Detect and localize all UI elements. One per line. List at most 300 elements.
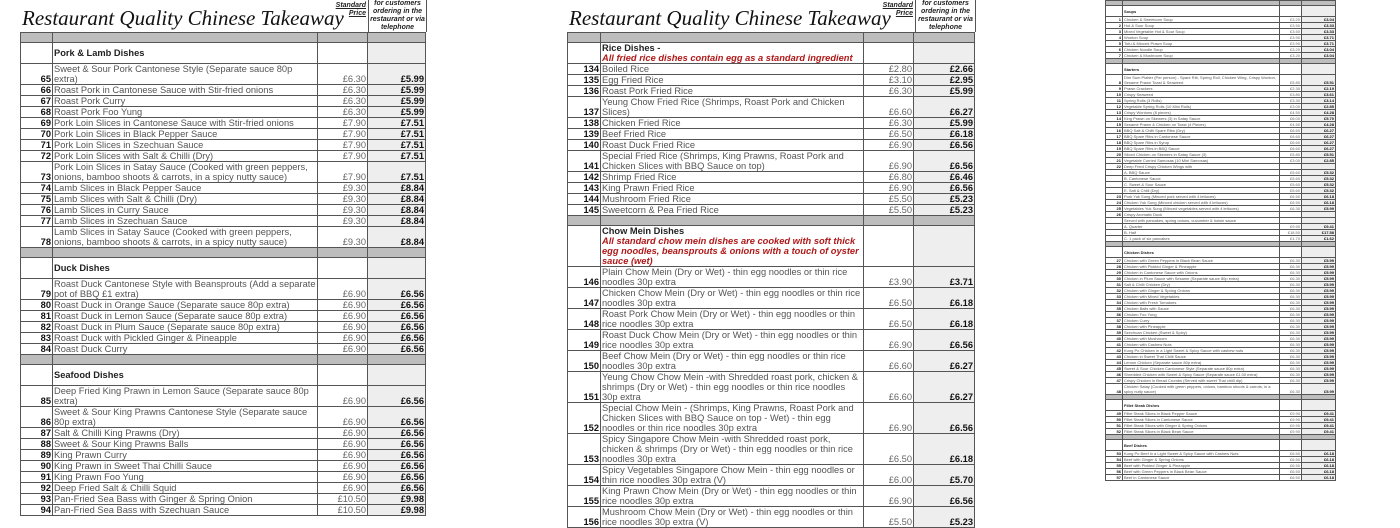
customer-price: £6.27 xyxy=(1302,146,1336,152)
separator-cell xyxy=(318,248,368,258)
standard-price: £6.90 xyxy=(318,483,368,494)
standard-price: £6.90 xyxy=(318,300,368,311)
table-row xyxy=(21,85,426,96)
standard-price: £7.90 xyxy=(318,140,368,151)
standard-price: £5.50 xyxy=(864,507,914,528)
customer-price: £6.56 xyxy=(368,483,426,494)
customer-price-header: for customers ordering in the restaurant or via telephone xyxy=(368,0,427,32)
customer-price: £6.56 xyxy=(368,386,426,407)
standard-price: £6.30 xyxy=(1280,318,1302,324)
standard-price: £6.50 xyxy=(1280,463,1302,469)
section-title-text: Starters xyxy=(1124,66,1140,72)
section-header xyxy=(21,258,426,279)
table-row xyxy=(21,322,426,333)
standard-price: £6.90 xyxy=(318,461,368,472)
item-name: King Prawn Curry xyxy=(53,450,318,461)
item-number: 57 xyxy=(1106,475,1123,481)
item-name: Deep Fried Crispy Chicken Wings with xyxy=(1123,164,1280,170)
item-number: 148 xyxy=(568,309,601,330)
item-name: Beef Fried Rice xyxy=(601,129,864,140)
item-name: Chicken with Fresh Tomatoes xyxy=(1123,300,1280,306)
item-number: 91 xyxy=(21,472,53,483)
customer-price: £5.99 xyxy=(1302,288,1336,294)
item-name: Pork Loin Slices in Szechuan Sauce xyxy=(53,140,318,151)
table-row xyxy=(568,194,975,205)
customer-price: £6.18 xyxy=(1302,451,1336,457)
standard-price: £6.00 xyxy=(1280,116,1302,122)
item-number: 33 xyxy=(1106,294,1123,300)
table-row xyxy=(568,118,975,129)
table-row xyxy=(568,486,975,507)
separator-cell xyxy=(368,33,426,43)
blank-cell xyxy=(1302,247,1336,258)
table-row xyxy=(568,97,975,118)
item-number: 45 xyxy=(1106,366,1123,372)
table-row xyxy=(568,140,975,151)
table-row xyxy=(568,330,975,351)
item-name: Pork Loin Slices in Black Pepper Sauce xyxy=(53,129,318,140)
blank-cell xyxy=(21,43,53,64)
item-name: Salt & Chilli Chicken (Dry) xyxy=(1123,282,1280,288)
item-number: 17 xyxy=(1106,134,1123,140)
section-title-text: Rice Dishes - xyxy=(602,43,661,53)
standard-price: £6.90 xyxy=(318,428,368,439)
standard-price: £6.60 xyxy=(1280,128,1302,134)
item-number: 4 xyxy=(1106,35,1123,41)
item-number: 68 xyxy=(21,107,53,118)
table-row xyxy=(21,311,426,322)
customer-price: £5.99 xyxy=(1302,366,1336,372)
section-title-text: Fillet Steak Dishes xyxy=(1124,402,1160,408)
section-separator xyxy=(21,355,426,365)
customer-price: £6.46 xyxy=(914,172,975,183)
customer-price: £6.27 xyxy=(914,97,975,118)
item-name: Plain Chow Mein (Dry or Wet) - thin egg noodles or thin rice noodles 30p extra xyxy=(601,267,864,288)
customer-price: £8.84 xyxy=(368,194,426,205)
blank-cell xyxy=(21,258,53,279)
separator-cell xyxy=(864,33,914,43)
standard-price: £3.90 xyxy=(1280,41,1302,47)
customer-price: £5.23 xyxy=(914,194,975,205)
customer-price: £8.84 xyxy=(368,216,426,227)
item-name: Lamb Slices in Black Pepper Sauce xyxy=(53,183,318,194)
standard-price: £6.90 xyxy=(318,279,368,300)
separator-cell xyxy=(21,355,53,365)
customer-price: £5.99 xyxy=(1302,206,1336,212)
customer-price: £3.71 xyxy=(1302,35,1336,41)
blank-cell xyxy=(1106,440,1123,451)
item-name: Chicken Balls with Sauce xyxy=(1123,306,1280,312)
customer-price: £6.27 xyxy=(1302,134,1336,140)
section-title xyxy=(53,258,318,279)
customer-price: £3.14 xyxy=(1302,98,1336,104)
section-title xyxy=(53,43,318,64)
item-number: 153 xyxy=(568,434,601,465)
item-number: 21 xyxy=(1106,158,1123,164)
customer-price: £9.98 xyxy=(368,494,426,505)
item-number: 42 xyxy=(1106,348,1123,354)
customer-price: £3.04 xyxy=(1302,47,1336,53)
table-row xyxy=(21,344,426,355)
item-name: Lemon Chicken (Separate sauce 80p extra) xyxy=(1123,360,1280,366)
customer-price: £9.41 xyxy=(1302,411,1336,417)
table-row xyxy=(568,86,975,97)
item-name: King Prawn in Sweet Thai Chilli Sauce xyxy=(53,461,318,472)
blank-cell xyxy=(318,365,368,386)
customer-price: £7.51 xyxy=(368,151,426,162)
item-name: Boiled Rice xyxy=(601,64,864,75)
menu-table xyxy=(20,32,426,516)
item-name: Sweet & Sour Chicken Cantonese Style (Separate sauce 80p extra) xyxy=(1123,366,1280,372)
item-name: Pork Loin Slices in Cantonese Sauce with Stir-fried onions xyxy=(53,118,318,129)
item-name: Fillet Steak Slices in Black Bean Sauce xyxy=(1123,429,1280,435)
item-number: 28 xyxy=(1106,264,1123,270)
item-number: 31 xyxy=(1106,282,1123,288)
item-number: 32 xyxy=(1106,288,1123,294)
item-name: Tofu & Minced Prawn Soup xyxy=(1123,41,1280,47)
item-number: 66 xyxy=(21,85,53,96)
item-name: Vegetable Spring Rolls (10 Mini Rolls) xyxy=(1123,104,1280,110)
table-row xyxy=(568,267,975,288)
separator-cell xyxy=(368,355,426,365)
standard-price: £9.30 xyxy=(318,183,368,194)
blank-cell xyxy=(864,43,914,64)
customer-price: £5.70 xyxy=(1302,116,1336,122)
standard-price: £9.30 xyxy=(318,216,368,227)
blank-cell xyxy=(1280,247,1302,258)
item-name: Kung Po Beef in a Light Sweet & Spicy Sauce with Cashew Nuts xyxy=(1123,451,1280,457)
item-name: Roast Pork Chow Mein (Dry or Wet) - thin egg noodles or thin rice noodles 30p extra xyxy=(601,309,864,330)
customer-price: £17.58 xyxy=(1302,230,1336,236)
table-row xyxy=(21,494,426,505)
table-row xyxy=(568,507,975,528)
customer-price: £9.98 xyxy=(368,505,426,516)
customer-price: £6.56 xyxy=(914,151,975,172)
standard-price: £6.60 xyxy=(864,97,914,118)
section-header xyxy=(1106,400,1336,411)
item-name: Pork Yuk Sung (Minced pork served with 4 lettuces) xyxy=(1123,194,1280,200)
item-name: King Prawn Chow Mein (Dry or Wet) - thin egg noodles or thin rice noodles 30p extra xyxy=(601,486,864,507)
section-separator xyxy=(21,248,426,258)
item-name: Fillet Steak Slices in Cantonese Sauce xyxy=(1123,417,1280,423)
customer-price: £5.99 xyxy=(1302,324,1336,330)
customer-price: £6.56 xyxy=(368,407,426,428)
item-name: A. BBQ Sauce xyxy=(1123,170,1280,176)
item-number: 53 xyxy=(1106,451,1123,457)
item-name: Chicken & Sweetcorn Soup xyxy=(1123,17,1280,23)
standard-price: £3.20 xyxy=(1280,17,1302,23)
customer-price: £7.51 xyxy=(368,118,426,129)
item-name: Crispy Chicken in Bread Crumbs (Served with sweet Thai chilli dip) xyxy=(1123,378,1280,384)
standard-price: £6.30 xyxy=(1280,372,1302,378)
item-number: 155 xyxy=(568,486,601,507)
page-header xyxy=(567,0,974,32)
blank-cell xyxy=(1302,6,1336,17)
standard-price: £6.50 xyxy=(864,129,914,140)
standard-price: £3.90 xyxy=(864,267,914,288)
standard-price: £6.50 xyxy=(864,309,914,330)
standard-price: £4.50 xyxy=(1280,122,1302,128)
item-number: 9 xyxy=(1106,86,1123,92)
blank-cell xyxy=(568,226,601,267)
item-name: Chicken Foo Yung xyxy=(1123,312,1280,318)
item-name: Fillet Steak Slices in Black Pepper Sauce xyxy=(1123,411,1280,417)
menu-page-2 xyxy=(567,0,974,528)
customer-price: £5.51 xyxy=(1302,152,1336,158)
item-name: Sesame Prawn & Chicken on Toast (4 Pieces) xyxy=(1123,122,1280,128)
customer-price-header: for customers ordering in the restaurant or via telephone xyxy=(915,0,976,32)
customer-price: £5.70 xyxy=(914,465,975,486)
standard-price: £6.90 xyxy=(864,403,914,434)
standard-price: £6.50 xyxy=(1280,194,1302,200)
item-name: King Prawn on Skewers (3) in Satay Sauce xyxy=(1123,116,1280,122)
customer-price: £6.18 xyxy=(1302,469,1336,475)
separator-cell xyxy=(21,33,53,43)
blank-cell xyxy=(914,226,975,267)
standard-price: £6.90 xyxy=(864,140,914,151)
customer-price: £5.99 xyxy=(1302,354,1336,360)
standard-price: £6.50 xyxy=(1280,457,1302,463)
standard-price: £6.30 xyxy=(1280,294,1302,300)
item-number: 36 xyxy=(1106,312,1123,318)
page-title: Restaurant Quality Chinese Takeaway xyxy=(22,6,344,30)
item-name: Pork Loin Slices with Salt & Chilli (Dry) xyxy=(53,151,318,162)
item-number: 55 xyxy=(1106,463,1123,469)
item-number: 152 xyxy=(568,403,601,434)
customer-price: £6.56 xyxy=(368,300,426,311)
table-row xyxy=(21,386,426,407)
customer-price: £3.71 xyxy=(914,267,975,288)
standard-price: £6.30 xyxy=(1280,312,1302,318)
item-name: Roast Pork in Cantonese Sauce with Stir-fried onions xyxy=(53,85,318,96)
item-number: 89 xyxy=(21,450,53,461)
item-name: Lamb Slices in Curry Sauce xyxy=(53,205,318,216)
customer-price: £6.18 xyxy=(914,309,975,330)
customer-price: £6.18 xyxy=(1302,457,1336,463)
item-name: Deep Fried Salt & Chilli Squid xyxy=(53,483,318,494)
standard-price: £6.60 xyxy=(864,372,914,403)
standard-price: £6.30 xyxy=(1280,348,1302,354)
customer-price: £5.99 xyxy=(1302,342,1336,348)
item-name: Chicken with Pickled Ginger & Pineapple xyxy=(1123,264,1280,270)
standard-price: £6.30 xyxy=(1280,384,1302,395)
item-name: Beef with Pickled Ginger & Pineapple xyxy=(1123,463,1280,469)
separator-cell xyxy=(601,216,864,226)
table-row xyxy=(568,129,975,140)
table-row xyxy=(21,162,426,183)
table-row xyxy=(21,140,426,151)
item-name: Chicken with Pineapple xyxy=(1123,324,1280,330)
customer-price: £5.99 xyxy=(914,118,975,129)
customer-price: £9.41 xyxy=(1302,429,1336,435)
standard-price: £3.50 xyxy=(1280,29,1302,35)
customer-price: £5.51 xyxy=(1302,75,1336,86)
standard-price: £6.30 xyxy=(318,107,368,118)
customer-price: £5.99 xyxy=(368,85,426,96)
table-row xyxy=(21,483,426,494)
customer-price: £5.23 xyxy=(914,507,975,528)
item-name: Mushroom Fried Rice xyxy=(601,194,864,205)
standard-price: £5.50 xyxy=(864,205,914,216)
blank-cell xyxy=(318,258,368,279)
blank-cell xyxy=(568,43,601,64)
customer-price: £5.99 xyxy=(1302,384,1336,395)
item-number: 1 xyxy=(1106,17,1123,23)
item-name: Vegetable Curried Samosas (10 Mini Samosas) xyxy=(1123,158,1280,164)
table-row xyxy=(21,300,426,311)
section-separator xyxy=(21,33,426,43)
blank-cell xyxy=(1280,400,1302,411)
standard-price: £3.00 xyxy=(1280,104,1302,110)
standard-price: £18.50 xyxy=(1280,230,1302,236)
standard-price: £3.10 xyxy=(864,75,914,86)
standard-price: £6.00 xyxy=(864,465,914,486)
blank-cell xyxy=(1302,64,1336,75)
item-name: Beef with Ginger & Spring Onions xyxy=(1123,457,1280,463)
item-number: 85 xyxy=(21,386,53,407)
item-name: Spring Rolls (3 Rolls) xyxy=(1123,98,1280,104)
customer-price: £6.56 xyxy=(368,279,426,300)
separator-cell xyxy=(318,355,368,365)
standard-price: £6.50 xyxy=(864,288,914,309)
customer-price: £5.99 xyxy=(1302,372,1336,378)
item-name: Roast Duck Curry xyxy=(53,344,318,355)
item-number: 25 xyxy=(1106,206,1123,212)
standard-price: £2.80 xyxy=(864,64,914,75)
customer-price: £5.99 xyxy=(1302,336,1336,342)
standard-price: £6.50 xyxy=(1280,200,1302,206)
customer-price: £6.56 xyxy=(368,472,426,483)
table-row xyxy=(21,183,426,194)
table-row xyxy=(21,151,426,162)
table-row xyxy=(568,205,975,216)
standard-price: £6.50 xyxy=(1280,469,1302,475)
standard-price: £2.30 xyxy=(1280,86,1302,92)
standard-price: £7.90 xyxy=(318,129,368,140)
customer-price: £5.99 xyxy=(368,64,426,85)
standard-price: £3.20 xyxy=(1280,53,1302,59)
item-name: Szechuan Chicken (Sweet & Spicy) xyxy=(1123,330,1280,336)
table-row xyxy=(568,172,975,183)
item-name: Chicken & Mushroom Soup xyxy=(1123,53,1280,59)
item-name: BBQ Salt & Chilli Spare Ribs (Dry) xyxy=(1123,128,1280,134)
customer-price: £2.19 xyxy=(1302,86,1336,92)
customer-price: £8.84 xyxy=(368,205,426,216)
table-row xyxy=(568,434,975,465)
item-name: Lamb Slices with Salt & Chilli (Dry) xyxy=(53,194,318,205)
item-number: 135 xyxy=(568,75,601,86)
item-number: 22 xyxy=(1106,164,1123,170)
table-row xyxy=(21,118,426,129)
customer-price: £5.99 xyxy=(1302,330,1336,336)
item-number: 151 xyxy=(568,372,601,403)
item-name: Chicken Satay (Cooked with green peppers, onions, bamboo shoots & carrots, in a spicy nutty sauce) xyxy=(1123,384,1280,395)
item-number: 65 xyxy=(21,64,53,85)
standard-price: £6.30 xyxy=(864,86,914,97)
section-header xyxy=(1106,6,1336,17)
item-number: 8 xyxy=(1106,75,1123,86)
customer-price: £2.66 xyxy=(914,64,975,75)
section-header xyxy=(1106,247,1336,258)
item-name: Prawn Crackers xyxy=(1123,86,1280,92)
item-name: Hot & Sour Soup xyxy=(1123,23,1280,29)
item-name: Shrimp Fried Rice xyxy=(601,172,864,183)
blank-cell xyxy=(318,43,368,64)
item-name: Chicken Fried Rice xyxy=(601,118,864,129)
blank-cell xyxy=(1106,247,1123,258)
table-row xyxy=(21,472,426,483)
customer-price: £6.56 xyxy=(914,403,975,434)
item-number: 149 xyxy=(568,330,601,351)
item-name: Spicy Vegetables Singapore Chow Mein - thin egg noodles or thin rice noodles 30p extra (V) xyxy=(601,465,864,486)
blank-cell xyxy=(864,226,914,267)
customer-price: £8.84 xyxy=(368,183,426,194)
customer-price: £3.33 xyxy=(1302,29,1336,35)
standard-price: £6.30 xyxy=(1280,342,1302,348)
item-number: 48 xyxy=(1106,384,1123,395)
menu-table xyxy=(567,32,975,528)
customer-price: £5.99 xyxy=(1302,294,1336,300)
customer-price: £5.99 xyxy=(1302,264,1336,270)
item-name: Beef Chow Mein (Dry or Wet) - thin egg noodles or thin rice noodles 30p extra xyxy=(601,351,864,372)
customer-price: £6.56 xyxy=(368,311,426,322)
separator-cell xyxy=(914,216,975,226)
section-title xyxy=(1123,64,1280,75)
item-number: 3 xyxy=(1106,29,1123,35)
standard-price: £9.90 xyxy=(1280,417,1302,423)
section-title-text: Pork & Lamb Dishes xyxy=(54,48,145,58)
separator-cell xyxy=(53,248,318,258)
item-number: 147 xyxy=(568,288,601,309)
section-header xyxy=(568,43,975,64)
customer-price: £4.28 xyxy=(1302,122,1336,128)
standard-price: £3.80 xyxy=(1280,92,1302,98)
customer-price: £9.41 xyxy=(1302,417,1336,423)
customer-price: £3.71 xyxy=(1302,41,1336,47)
item-name: B. Cantonese Sauce xyxy=(1123,176,1280,182)
section-title xyxy=(601,226,864,267)
item-name: Roast Pork Fried Rice xyxy=(601,86,864,97)
item-number: 78 xyxy=(21,227,53,248)
item-name: King Prawn Fried Rice xyxy=(601,183,864,194)
customer-price: £5.32 xyxy=(1302,182,1336,188)
item-name: BBQ Spare Ribs in Syrup xyxy=(1123,140,1280,146)
item-name: Roast Duck in Plum Sauce (Separate sauce 80p extra) xyxy=(53,322,318,333)
item-number: 12 xyxy=(1106,104,1123,110)
separator-cell xyxy=(568,216,601,226)
customer-price: £5.99 xyxy=(368,107,426,118)
standard-price: £6.30 xyxy=(1280,354,1302,360)
standard-price: £6.30 xyxy=(1280,360,1302,366)
item-number: 37 xyxy=(1106,318,1123,324)
customer-price: £5.99 xyxy=(368,96,426,107)
customer-price: £5.23 xyxy=(914,205,975,216)
item-name: Vegetables Yuk Sung (Minced vegetables served with 4 lettuces) xyxy=(1123,206,1280,212)
customer-price: £5.99 xyxy=(1302,258,1336,264)
table-row xyxy=(1106,475,1336,481)
item-number: 156 xyxy=(568,507,601,528)
customer-price: £8.84 xyxy=(368,227,426,248)
item-number: 136 xyxy=(568,86,601,97)
section-note: All fried rice dishes contain egg as a standard ingredient xyxy=(602,53,853,63)
separator-cell xyxy=(601,33,864,43)
item-number: 26 xyxy=(1106,212,1123,218)
table-row xyxy=(21,439,426,450)
item-number: 23 xyxy=(1106,194,1123,200)
item-name: Salt & Chilli King Prawns (Dry) xyxy=(53,428,318,439)
item-name: Wonton Soup xyxy=(1123,35,1280,41)
standard-price: £6.50 xyxy=(1280,475,1302,481)
